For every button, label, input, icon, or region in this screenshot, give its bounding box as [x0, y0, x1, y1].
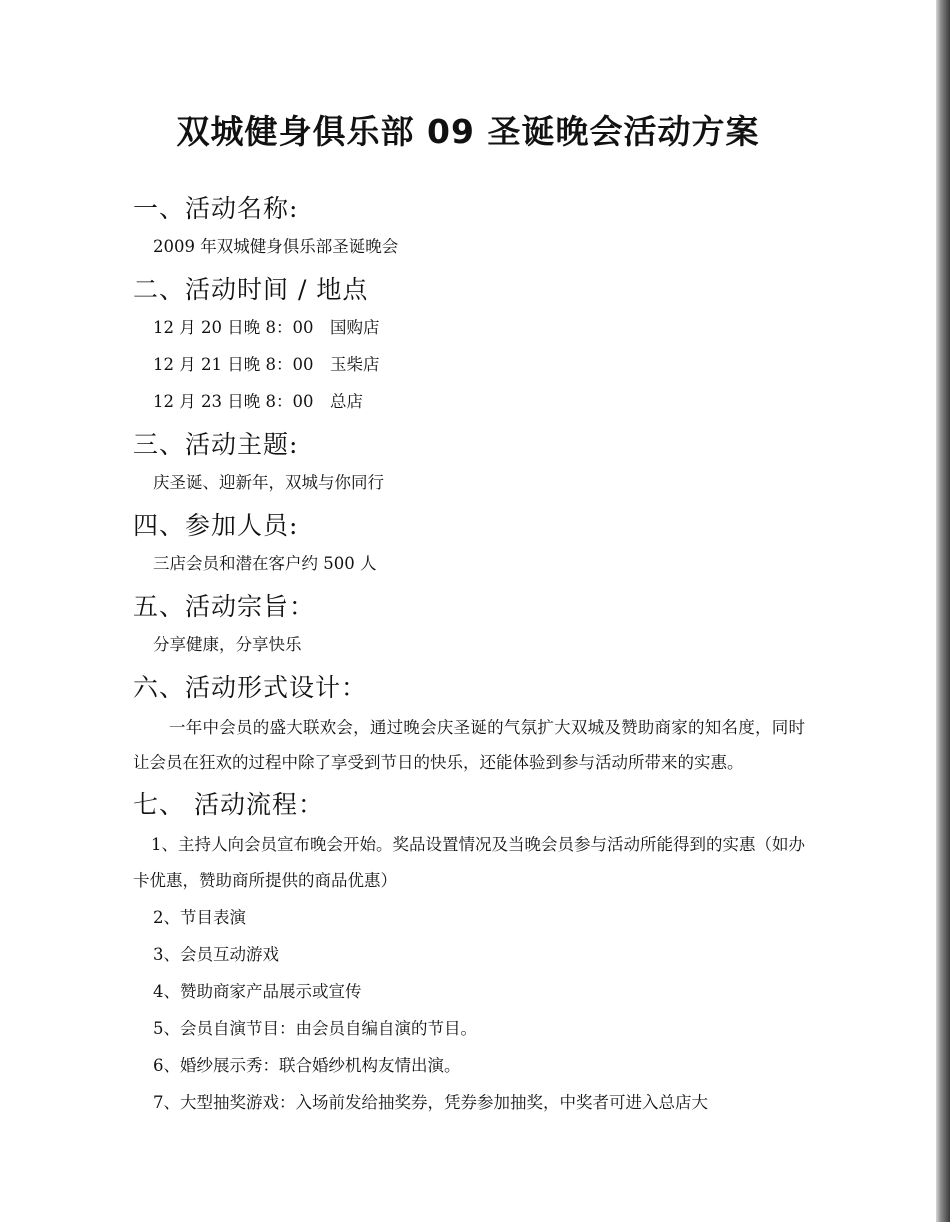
section-heading-purpose: 五、活动宗旨： — [133, 592, 316, 621]
flow-step-3: 3、会员互动游戏 — [153, 945, 279, 964]
document-title: 双城健身俱乐部 09 圣诞晚会活动方案 — [176, 112, 760, 151]
flow-step-6: 6、婚纱展示秀：联合婚纱机构友情出演。 — [153, 1056, 461, 1075]
event-purpose: 分享健康，分享快乐 — [153, 635, 302, 654]
section-heading-flow: 七、 活动流程： — [133, 790, 324, 819]
section-heading-time-place: 二、活动时间 / 地点 — [133, 275, 369, 304]
section-heading-format: 六、活动形式设计： — [133, 673, 368, 702]
event-theme: 庆圣诞、迎新年，双城与你同行 — [153, 473, 384, 492]
flow-step-1: 1、主持人向会员宣布晚会开始。奖品设置情况及当晚会员参与活动所能得到的实惠（如办卡优惠，赞助商所提供的商品优惠） — [133, 835, 805, 890]
event-name: 2009 年双城健身俱乐部圣诞晚会 — [153, 237, 399, 256]
flow-step-2: 2、节目表演 — [153, 908, 246, 927]
schedule-line-3: 12 月 23 日晚 8：00 总店 — [153, 392, 363, 411]
flow-step-7: 7、大型抽奖游戏：入场前发给抽奖券，凭券参加抽奖，中奖者可进入总店大 — [153, 1093, 708, 1112]
participants: 三店会员和潜在客户约 500 人 — [153, 554, 377, 573]
section-heading-theme: 三、活动主题: — [133, 430, 299, 459]
section-heading-participants: 四、参加人员: — [133, 511, 299, 540]
page-edge-shadow — [936, 0, 950, 1222]
schedule-line-2: 12 月 21 日晚 8：00 玉柴店 — [153, 355, 380, 374]
schedule-line-1: 12 月 20 日晚 8：00 国购店 — [153, 318, 380, 337]
section-heading-name: 一、活动名称: — [133, 194, 299, 223]
document-body — [133, 190, 805, 1121]
flow-step-4: 4、赞助商家产品展示或宣传 — [153, 982, 362, 1001]
flow-step-5: 5、会员自演节目：由会员自编自演的节目。 — [153, 1019, 477, 1038]
format-paragraph: 一年中会员的盛大联欢会，通过晚会庆圣诞的气氛扩大双城及赞助商家的知名度，同时让会员在狂欢的过程中除了享受到节日的快乐，还能体验到参与活动所带来的实惠。 — [133, 718, 805, 772]
